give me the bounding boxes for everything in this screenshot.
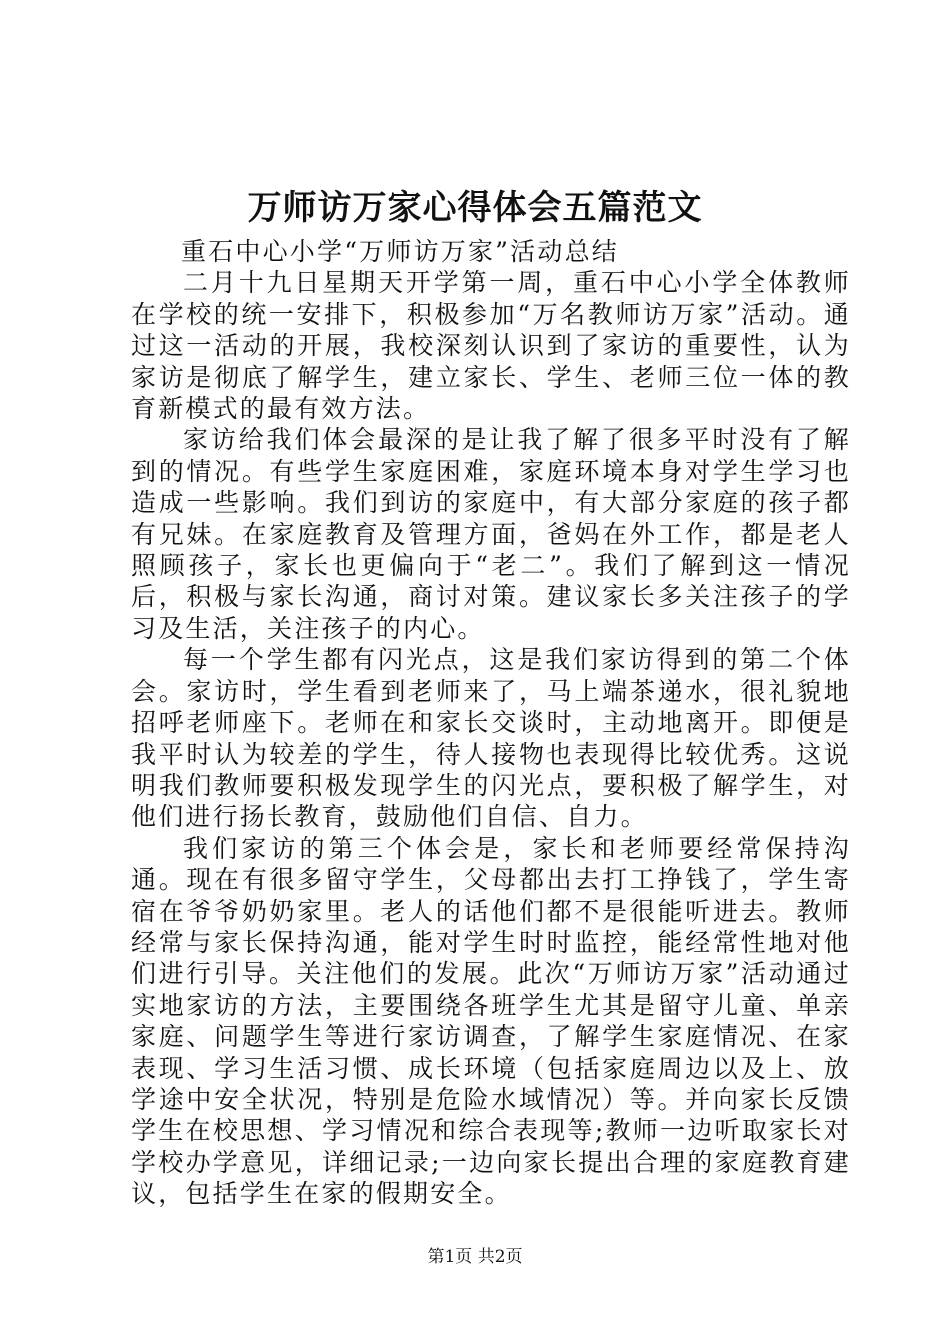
document-subtitle: 重石中心小学“万师访万家”活动总结: [181, 237, 619, 266]
document-title: 万师访万家心得体会五篇范文: [247, 188, 703, 228]
document-body: [131, 236, 851, 1210]
paragraph-3: 每一个学生都有闪光点，这是我们家访得到的第二个体会。家访时，学生看到老师来了，马上端茶递水，很礼貌地招呼老师座下。老师在和家长交谈时，主动地离开。即便是我平时认为较差的学生，待人接物也表现得比较优秀。这说明我们教师要积极发现学生的闪光点，要积极了解学生，对他们进行扬长教育，鼓励他们自信、自力。: [131, 645, 851, 832]
paragraph-4: 我们家访的第三个体会是，家长和老师要经常保持沟通。现在有很多留守学生，父母都出去打工挣钱了，学生寄宿在爷爷奶奶家里。老人的话他们都不是很能听进去。教师经常与家长保持沟通，能对学生时时监控，能经常性地对他们进行引导。关注他们的发展。此次“万师访万家”活动通过实地家访的方法，主要围绕各班学生尤其是留守儿童、单亲家庭、问题学生等进行家访调查，了解学生家庭情况、在家表现、学习生活习惯、成长环境（包括家庭周边以及上、放学途中安全状况，特别是危险水域情况）等。并向家长反馈学生在校思想、学习情况和综合表现等;教师一边听取家长对学校办学意见，详细记录;一边向家长提出合理的家庭教育建议，包括学生在家的假期安全。: [131, 833, 851, 1209]
paragraph-1: 二月十九日星期天开学第一周，重石中心小学全体教师在学校的统一安排下，积极参加“万名教师访万家”活动。通过这一活动的开展，我校深刻认识到了家访的重要性，认为家访是彻底了解学生，建立家长、学生、老师三位一体的教育新模式的最有效方法。: [131, 268, 851, 424]
paragraph-2: 家访给我们体会最深的是让我了解了很多平时没有了解到的情况。有些学生家庭困难，家庭环境本身对学生学习也造成一些影响。我们到访的家庭中，有大部分家庭的孩子都有兄妹。在家庭教育及管理方面，爸妈在外工作，都是老人照顾孩子，家长也更偏向于“老二”。我们了解到这一情况后，积极与家长沟通，商讨对策。建议家长多关注孩子的学习及生活，关注孩子的内心。: [131, 425, 851, 643]
page-footer: 第1页 共2页: [427, 1247, 523, 1267]
